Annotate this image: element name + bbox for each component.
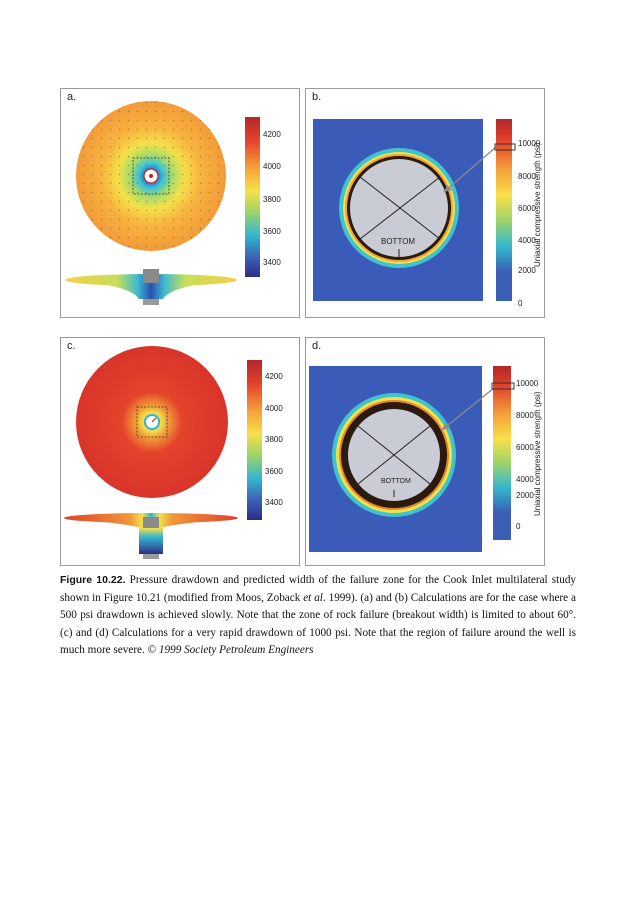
panel-d [305, 337, 545, 566]
cbar-tick: 6000 [518, 204, 536, 213]
panel-letter: d. [312, 340, 322, 352]
cbar-tick: 3600 [265, 467, 283, 476]
colorbar-c [247, 360, 262, 520]
cbar-axis-label: Uniaxial compressive strength (psi) [533, 391, 542, 516]
bottom-label: BOTTOM [381, 478, 411, 485]
pressure-map-c [61, 338, 299, 565]
panel-letter: a. [67, 91, 77, 103]
cbar-tick: 2000 [518, 266, 536, 275]
cbar-tick: 3600 [263, 227, 281, 236]
cbar-tick: 10000 [516, 379, 539, 388]
cbar-tick: 8000 [518, 172, 536, 181]
figure-caption [60, 572, 576, 660]
panel-c [60, 337, 300, 566]
panel-letter: b. [312, 91, 322, 103]
caption-et-al: et al [303, 591, 323, 604]
cbar-tick: 0 [516, 522, 521, 531]
cbar-axis-label: Uniaxial compressive strength (psi) [533, 142, 542, 267]
failure-map-b [306, 89, 544, 317]
cbar-tick: 3400 [265, 498, 283, 507]
bottom-label: BOTTOM [381, 237, 416, 246]
cbar-tick: 3800 [265, 435, 283, 444]
panel-a [60, 88, 300, 318]
cbar-tick: 4000 [265, 404, 283, 413]
panel-letter: c. [67, 340, 76, 352]
cbar-tick: 0 [518, 299, 523, 308]
caption-copyright: 1999 Society Petroleum Engineers [158, 644, 314, 657]
cbar-tick: 3400 [263, 258, 281, 267]
failure-map-d [306, 338, 544, 565]
cbar-tick: 8000 [516, 411, 534, 420]
cbar-tick: 6000 [516, 443, 534, 452]
cbar-tick: 10000 [518, 139, 541, 148]
caption-text: . 1999). (a) and (b) Calculations are for the case where a 500 psi drawdown is achieved slowly. Note that the zone of rock failure (breakout width) is limited to about 60°. (c) and (d) Calculations for a very rapid drawdown of 1000 psi. Note that the region of failure around the well is much more severe. © [60, 591, 576, 657]
cbar-tick: 4000 [518, 236, 536, 245]
cbar-tick: 4000 [263, 162, 281, 171]
cbar-tick: 2000 [516, 491, 534, 500]
cbar-tick: 4000 [516, 475, 534, 484]
colorbar-b [496, 119, 512, 301]
colorbar-a [245, 117, 260, 277]
caption-text: Pressure drawdown and predicted width of the failure zone for the Cook Inlet multilateral study shown in Figure 10.21 (modified from Moos, Zoback [60, 574, 577, 604]
panel-b [305, 88, 545, 318]
figure-label: Figure 10.22. [60, 574, 126, 586]
cbar-tick: 4200 [263, 130, 281, 139]
colorbar-d [493, 366, 511, 540]
cbar-tick: 4200 [265, 372, 283, 381]
cbar-tick: 3800 [263, 195, 281, 204]
